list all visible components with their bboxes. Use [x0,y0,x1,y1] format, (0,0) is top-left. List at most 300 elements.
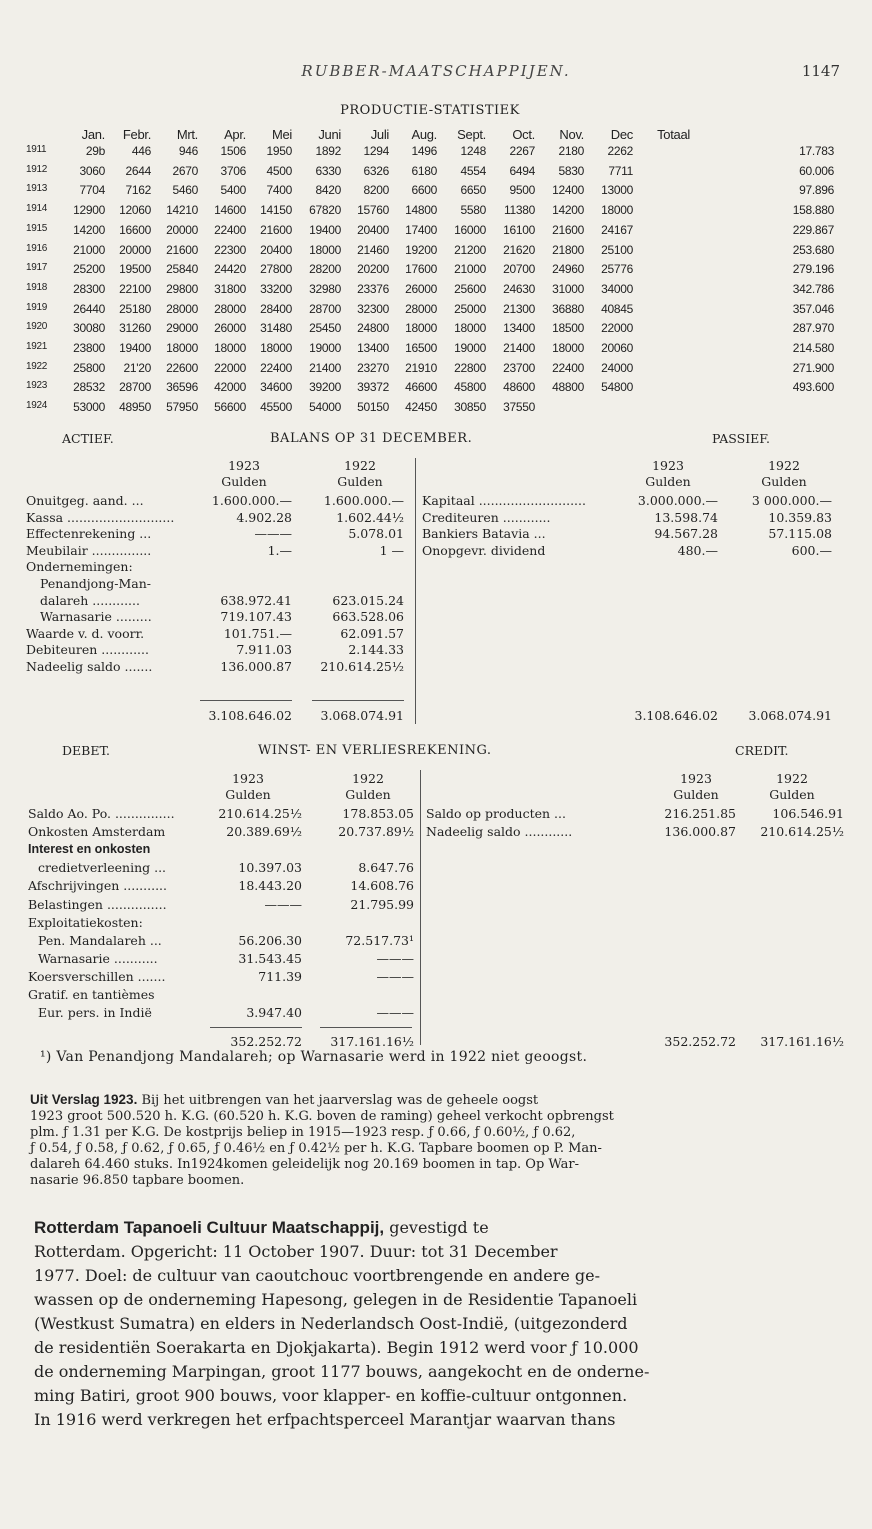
table-cell: 36596 [166,380,198,395]
table-cell: 12060 [119,203,151,218]
table-cell: 6330 [315,163,341,178]
balance-asset-1922: 1.600.000.— [323,493,404,508]
balance-asset-1923: 101.751.— [223,625,292,641]
balance-liability-1923: 13.598.74 [654,509,718,525]
table-cell: 446 [131,144,151,158]
table-cell: 16100 [503,222,535,237]
table-cell: 22400 [260,360,292,375]
balance-year-a-right: 1923 [652,458,684,473]
table-cell: 6600 [411,183,437,198]
pnl-rule-a [210,1027,302,1028]
table-cell: 31800 [214,281,246,296]
table-cell: 2644 [125,163,151,178]
balance-asset-label: Effectenrekening ... [26,526,152,542]
table-cell: 22100 [119,281,151,296]
pnl-total-right-a: 352.252.72 [664,1034,736,1049]
table-cell: 31000 [552,281,584,296]
table-cell: 287.970 [792,321,834,336]
row-year: 1912 [26,163,48,175]
table-cell: 42000 [214,380,246,395]
table-cell: 946 [178,144,198,158]
table-cell: 13400 [357,341,389,355]
table-cell: 28000 [214,301,246,316]
company-name: Rotterdam Tapanoeli Cultuur Maatschappij, [34,1218,385,1237]
table-cell: 30850 [454,400,486,415]
table-cell: 271.900 [792,360,834,375]
table-cell: 19500 [119,262,151,277]
row-year: 1915 [26,222,48,234]
table-cell: 21460 [357,242,389,257]
table-cell: 14200 [552,203,584,218]
table-cell: 5830 [558,163,584,178]
table-cell: 32980 [309,281,341,296]
balance-liability-1923: 94.567.28 [654,526,718,542]
balance-rule-a [200,700,292,701]
table-cell: 158.880 [792,203,834,218]
table-cell: 25000 [454,301,486,316]
table-cell: 26000 [405,281,437,296]
pnl-debit-label: Gratif. en tantièmes [28,987,155,1002]
table-cell: 17400 [405,222,437,237]
company-line-0: gevestigd te [384,1218,489,1237]
balance-asset-1923: 1.600.000.— [211,493,292,508]
pnl-debit-label: Belastingen ............... [28,896,167,912]
report-line-4: dalareh 64.460 stuks. In1924komen geleidelijk nog 20.169 boomen in tap. Op War- [30,1157,580,1172]
table-cell: 13000 [601,183,633,198]
pnl-debit-1922: 21.795.99 [350,896,414,912]
company-line-7: ming Batiri, groot 900 bouws, voor klapper- en koffie-cultuur ontgonnen. [34,1386,628,1405]
balance-liability-1922: 10.359.83 [768,509,832,525]
table-cell: 19200 [405,242,437,257]
company-line-4: (Westkust Sumatra) en elders in Nederlandsch Oost-Indië, (uitgezonderd [34,1314,628,1333]
pnl-credit-label: Saldo op producten ... [426,806,566,821]
balance-asset-label: Onuitgeg. aand. ... [26,493,144,508]
balance-divider [415,458,416,724]
table-cell: 5460 [172,183,198,198]
table-cell: 5580 [460,203,486,218]
table-cell: 14210 [166,203,198,218]
balance-unit-b: Gulden [337,474,383,489]
balance-asset-label: Warnasarie ......... [40,609,152,625]
pnl-debit-label: Onkosten Amsterdam [28,824,166,840]
table-cell: 29800 [166,281,198,296]
table-cell: 2670 [172,163,198,178]
row-year: 1922 [26,360,48,372]
table-cell: 39200 [309,380,341,395]
pnl-debit-1922: 20.737.89½ [338,824,414,840]
balance-year-b-right: 1922 [768,458,800,473]
balance-liability-label: Onopgevr. dividend [422,542,546,558]
table-cell: 7704 [79,183,105,198]
balance-left-label: ACTIEF. [62,431,114,446]
column-header: Totaal [657,127,690,142]
pnl-debit-1922: ——— [376,1005,414,1021]
column-header: Juli [370,127,389,142]
balance-asset-label: Penandjong-Man- [40,576,152,591]
table-cell: 20400 [260,242,292,257]
table-cell: 25450 [309,321,341,336]
pnl-debit-1922: ——— [376,968,414,984]
column-header: Sept. [457,127,486,142]
table-cell: 11380 [504,203,535,218]
table-cell: 21800 [552,242,584,257]
table-cell: 22300 [214,242,246,257]
table-cell: 48800 [552,380,584,395]
table-cell: 18000 [601,203,633,218]
table-cell: 342.786 [792,281,834,296]
table-cell: 21600 [552,222,584,237]
table-cell: 20060 [601,341,633,355]
table-cell: 25180 [119,301,151,316]
table-cell: 16000 [454,222,486,237]
balance-asset-label: Debiteuren ............ [26,642,149,658]
balance-unit-a-right: Gulden [645,474,691,489]
balance-asset-1922: 1.602.44½ [336,509,404,525]
column-header: Mei [271,127,292,142]
table-cell: 18000 [309,242,341,257]
table-cell: 22000 [601,321,633,336]
balance-year-a: 1923 [228,458,260,473]
pnl-unit-a: Gulden [225,787,271,802]
balance-asset-1923: 638.972.41 [220,592,292,608]
table-cell: 9500 [509,183,535,198]
table-cell: 31260 [119,321,151,336]
table-cell: 19000 [309,341,341,355]
production-title: PRODUCTIE-STATISTIEK [340,103,520,118]
company-line-8: In 1916 werd verkregen het erfpachtsperceel Marantjar waarvan thans [34,1410,616,1429]
table-cell: 18000 [214,341,246,355]
balance-total-right-a: 3.108.646.02 [634,708,718,723]
row-year: 1924 [26,400,48,412]
table-cell: 60.006 [799,163,834,178]
table-cell: 19400 [309,222,341,237]
balance-asset-label: dalareh ............ [40,592,140,608]
table-cell: 21620 [503,242,535,257]
table-cell: 97.896 [799,183,834,198]
table-cell: 20200 [357,262,389,277]
report-lead: Uit Verslag 1923. [30,1092,138,1107]
table-cell: 20000 [166,222,198,237]
balance-total-left-a: 3.108.646.02 [208,708,292,723]
table-cell: 21000 [454,262,486,277]
column-header: Oct. [512,127,535,142]
table-cell: 22000 [214,360,246,375]
table-cell: 6180 [411,163,437,178]
balance-asset-1922: 210.614.25½ [320,659,404,674]
table-cell: 1950 [266,144,292,158]
table-cell: 22400 [214,222,246,237]
company-line-1: Rotterdam. Opgericht: 11 October 1907. Duur: tot 31 December [34,1242,558,1261]
table-cell: 6326 [363,163,389,178]
table-cell: 6650 [460,183,486,198]
balance-asset-1922: 2.144.33 [348,642,404,658]
table-cell: 53000 [73,400,105,415]
pnl-rule-b [320,1027,412,1028]
table-cell: 30080 [73,321,105,336]
pnl-debit-1922: 8.647.76 [358,860,414,876]
table-cell: 253.680 [792,242,834,257]
column-header: Aug. [411,127,437,142]
company-paragraph [34,1216,838,1432]
table-cell: 7711 [608,163,633,178]
balance-asset-1923: ——— [254,526,292,542]
pnl-debit-1923: 31.543.45 [238,950,302,966]
table-cell: 27800 [260,262,292,277]
pnl-credit-1922: 106.546.91 [772,806,844,821]
table-cell: 2267 [509,144,535,158]
table-cell: 229.867 [792,222,834,237]
table-cell: 25776 [601,262,633,277]
table-cell: 20700 [503,262,535,277]
pnl-debit-1923: 210.614.25½ [218,806,302,821]
table-cell: 28700 [309,301,341,316]
table-cell: 34600 [260,380,292,395]
pnl-total-right-b: 317.161.16½ [760,1034,844,1049]
table-cell: 25840 [166,262,198,277]
pnl-debit-label: Interest en onkosten [28,842,151,857]
pnl-total-left-a: 352.252.72 [230,1034,302,1049]
table-cell: 7162 [125,183,151,198]
table-cell: 22800 [454,360,486,375]
pnl-year-a-right: 1923 [680,771,712,786]
table-cell: 54800 [601,380,633,395]
table-cell: 31480 [260,321,292,336]
pnl-unit-a-right: Gulden [673,787,719,802]
balance-asset-label: Ondernemingen: [26,559,133,575]
pnl-debit-1922: 14.608.76 [350,878,414,894]
balance-asset-1922: 663.528.06 [332,609,404,625]
table-cell: 28700 [119,380,151,395]
table-cell: 17.783 [799,144,834,158]
table-cell: 54000 [309,400,341,415]
table-cell: 21200 [454,242,486,257]
table-cell: 4554 [460,163,486,178]
table-cell: 18000 [260,341,292,355]
table-cell: 24960 [552,262,584,277]
table-cell: 26000 [214,321,246,336]
table-cell: 24420 [214,262,246,277]
report-paragraph [30,1092,836,1189]
table-cell: 16600 [119,222,151,237]
pnl-debit-1923: 10.397.03 [238,860,302,876]
balance-year-b: 1922 [344,458,376,473]
table-cell: 18000 [166,341,198,355]
balance-unit-a: Gulden [221,474,267,489]
table-cell: 12900 [73,203,105,218]
pnl-footnote: ¹) Van Penandjong Mandalareh; op Warnasarie werd in 1922 niet geoogst. [40,1049,588,1065]
balance-liability-label: Kapitaal ........................... [422,493,586,508]
table-cell: 16500 [405,341,437,355]
table-cell: 22400 [552,360,584,375]
pnl-debit-label: Warnasarie ........... [38,950,158,966]
table-cell: 24630 [503,281,535,296]
report-line-1: 1923 groot 500.520 h. K.G. (60.520 h. K.G. boven de raming) geheel verkocht opbrengst [30,1109,614,1124]
balance-asset-1922: 62.091.57 [340,625,404,641]
balance-asset-1923: 719.107.43 [220,609,292,625]
table-cell: 8420 [315,183,341,198]
table-cell: 1506 [220,144,246,158]
table-cell: 18500 [552,321,584,336]
pnl-debit-1923: ——— [264,896,302,912]
table-cell: 2180 [558,144,584,158]
table-cell: 18000 [552,341,584,355]
table-cell: 34000 [601,281,633,296]
company-line-6: de onderneming Marpingan, groot 1177 bouws, aangekocht en de onderne- [34,1362,650,1381]
table-cell: 5400 [220,183,246,198]
pnl-debit-1922: 178.853.05 [342,806,414,821]
balance-asset-1923: 7.911.03 [236,642,292,658]
table-cell: 18000 [405,321,437,336]
pnl-unit-b: Gulden [345,787,391,802]
row-year: 1911 [26,144,47,155]
table-cell: 45800 [454,380,486,395]
column-header: Nov. [559,127,584,142]
table-cell: 22600 [166,360,198,375]
balance-asset-label: Nadeelig saldo ....... [26,659,153,674]
pnl-debit-1923: 3.947.40 [246,1005,302,1021]
report-line-5: nasarie 96.850 tapbare boomen. [30,1173,245,1188]
table-cell: 21400 [309,360,341,375]
balance-liability-1922: 3 000.000.— [751,493,832,508]
table-cell: 57950 [166,400,198,415]
table-cell: 19000 [454,341,486,355]
table-cell: 279.196 [792,262,834,277]
pnl-year-a: 1923 [232,771,264,786]
balance-liability-1922: 600.— [791,542,832,558]
table-cell: 21'20 [123,360,151,375]
table-cell: 28200 [309,262,341,277]
pnl-year-b-right: 1922 [776,771,808,786]
table-cell: 48950 [119,400,151,415]
pnl-total-left-b: 317.161.16½ [330,1034,414,1049]
table-cell: 24800 [357,321,389,336]
table-cell: 1248 [460,144,486,158]
pnl-debit-label: Koersverschillen ....... [28,968,166,984]
pnl-debit-label: Exploitatiekosten: [28,914,143,930]
balance-liability-1922: 57.115.08 [768,526,832,542]
table-cell: 21910 [405,360,437,375]
balance-asset-1923: 4.902.28 [236,509,292,525]
table-cell: 48600 [503,380,535,395]
pnl-debit-label: Pen. Mandalareh ... [38,932,162,948]
table-cell: 21600 [260,222,292,237]
row-year: 1913 [26,183,48,195]
table-cell: 28400 [260,301,292,316]
balance-total-right-b: 3.068.074.91 [748,708,832,723]
table-cell: 20000 [119,242,151,257]
table-cell: 214.580 [792,341,834,355]
report-line-3: ƒ 0.54, ƒ 0.58, ƒ 0.62, ƒ 0.65, ƒ 0.46½ en ƒ 0.42½ per h. K.G. Tapbare boomen op P. Man- [30,1141,602,1156]
table-cell: 23376 [357,281,389,296]
row-year: 1921 [26,341,48,352]
balance-asset-1922: 5.078.01 [348,526,404,542]
company-line-2: 1977. Doel: de cultuur van caoutchouc voortbrengende en andere ge- [34,1266,601,1285]
table-cell: 6494 [509,163,535,178]
table-cell: 3060 [79,163,105,178]
balance-right-label: PASSIEF. [712,431,770,446]
table-cell: 17600 [405,262,437,277]
pnl-debit-1922: 72.517.73¹ [345,932,414,948]
table-cell: 33200 [260,281,292,296]
table-cell: 21300 [503,301,535,316]
column-header: Mrt. [176,127,198,142]
table-cell: 7400 [266,183,292,198]
table-cell: 21600 [166,242,198,257]
table-cell: 67820 [309,203,341,218]
table-cell: 493.600 [792,380,834,395]
table-cell: 1892 [315,144,341,158]
pnl-title: WINST- EN VERLIESREKENING. [258,743,492,758]
table-cell: 8200 [363,183,389,198]
table-cell: 14800 [405,203,437,218]
table-cell: 28000 [166,301,198,316]
pnl-credit-1923: 136.000.87 [664,824,736,840]
balance-asset-label: Waarde v. d. voorr. [26,625,145,641]
balance-title: BALANS OP 31 DECEMBER. [270,431,473,446]
column-header: Febr. [122,127,151,142]
table-cell: 14150 [260,203,292,218]
table-cell: 23800 [73,341,105,355]
pnl-debit-label: credietverleening ... [38,860,167,876]
table-cell: 25200 [73,262,105,277]
table-cell: 1294 [363,144,389,158]
pnl-debit-1923: 18.443.20 [238,878,302,894]
table-cell: 28000 [405,301,437,316]
table-cell: 12400 [552,183,584,198]
balance-liability-label: Bankiers Batavia ... [422,526,546,542]
company-line-5: de residentiën Soerakarta en Djokjakarta). Begin 1912 werd voor ƒ 10.000 [34,1338,639,1357]
table-cell: 45500 [260,400,292,415]
table-cell: 24000 [601,360,633,375]
balance-rule-b [312,700,404,701]
table-cell: 29000 [166,321,198,336]
table-cell: 56600 [214,400,246,415]
table-cell: 29b [85,144,105,158]
pnl-debit-label: Eur. pers. in Indië [38,1005,152,1021]
table-cell: 23270 [357,360,389,375]
table-cell: 25800 [73,360,105,375]
table-cell: 18000 [454,321,486,336]
pnl-debit-1923: 20.389.69½ [226,824,302,840]
table-cell: 32300 [357,301,389,316]
pnl-divider [420,770,421,1045]
row-year: 1919 [26,301,48,313]
table-cell: 13400 [503,321,535,336]
table-cell: 19400 [119,341,151,355]
running-header: RUBBER-MAATSCHAPPIJEN. [301,62,571,80]
pnl-left-label: DEBET. [62,743,110,758]
table-cell: 37550 [503,400,535,415]
column-header: Dec [610,127,633,142]
table-cell: 46600 [405,380,437,395]
report-line-2: plm. ƒ 1.31 per K.G. De kostprijs beliep in 1915—1923 resp. ƒ 0.66, ƒ 0.60½, ƒ 0.62, [30,1125,576,1140]
table-cell: 21400 [503,341,535,355]
balance-asset-label: Kassa ........................... [26,509,175,525]
row-year: 1920 [26,321,48,333]
column-header: Jan. [81,127,105,142]
row-year: 1923 [26,380,48,392]
balance-total-left-b: 3.068.074.91 [320,708,404,723]
table-cell: 42450 [405,400,437,415]
pnl-debit-label: Saldo Ao. Po. ............... [28,806,175,821]
table-cell: 14600 [214,203,246,218]
table-cell: 2262 [607,144,633,158]
column-header: Apr. [224,127,246,142]
table-cell: 3706 [220,163,246,178]
table-cell: 14200 [73,222,105,237]
balance-unit-b-right: Gulden [761,474,807,489]
balance-asset-1922: 623.015.24 [332,592,404,608]
